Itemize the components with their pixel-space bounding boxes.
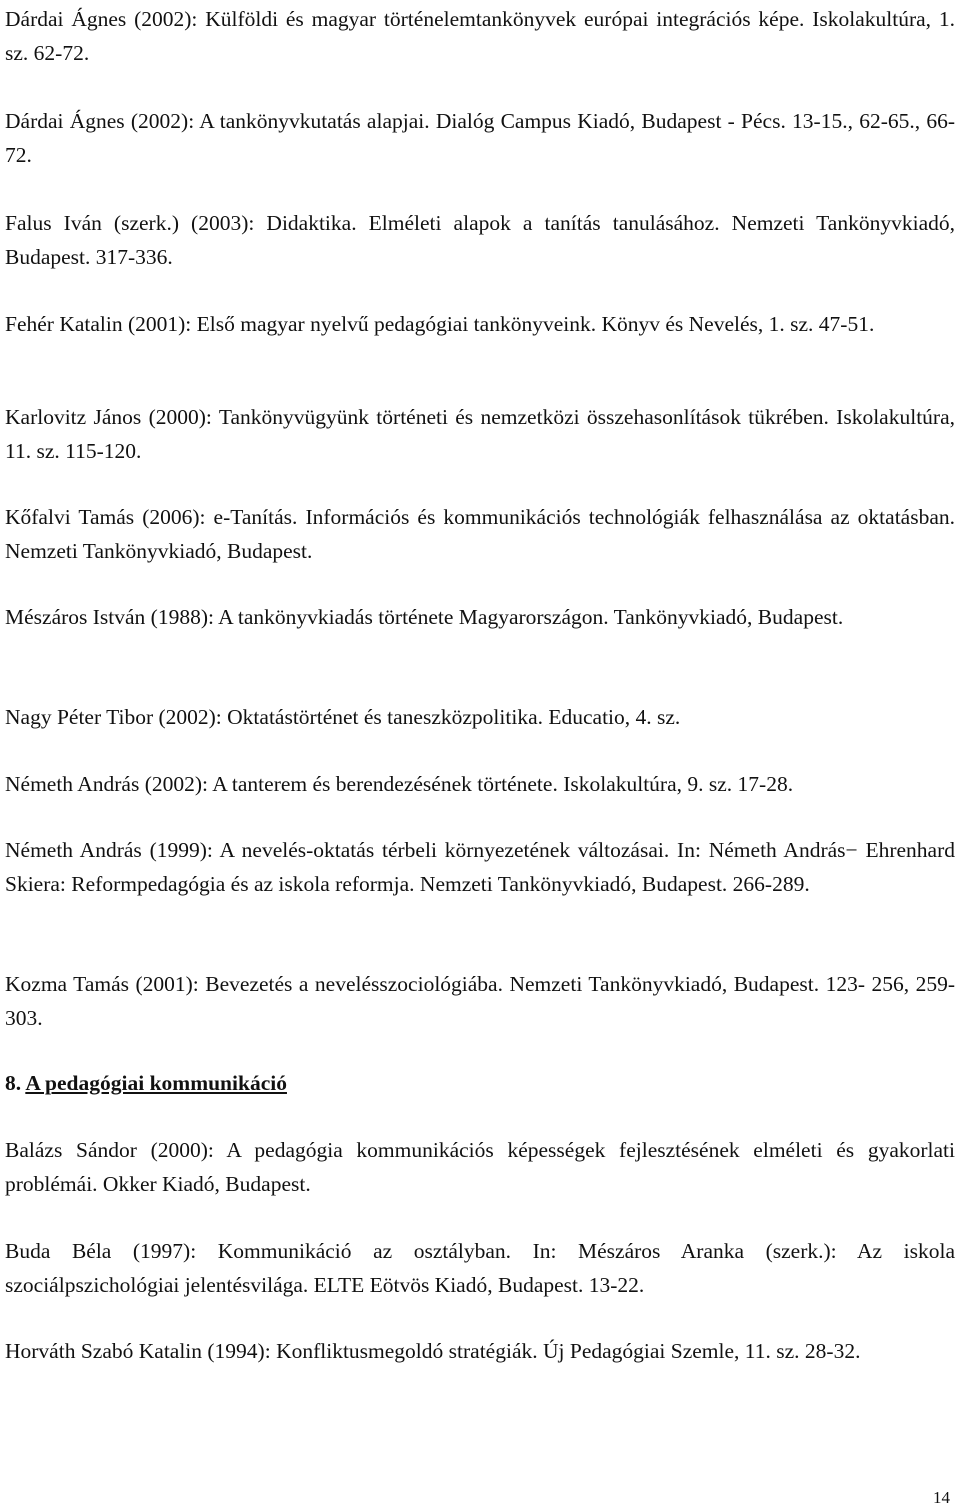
reference-entry: Kőfalvi Tamás (2006): e-Tanítás. Információs és kommunikációs technológiák felhasználása az oktatásban. Nemzeti Tankönyvkiadó, Budapest.: [5, 505, 955, 563]
document-page: [5, 0, 955, 1509]
reference-entry: Németh András (1999): A nevelés-oktatás térbeli környezetének változásai. In: Németh András− Ehrenhard Skiera: Reformpedagógia és az iskola reformja. Nemzeti Tankönyvkiadó, Budapest. 266-289.: [5, 838, 955, 896]
reference-entry: Buda Béla (1997): Kommunikáció az osztályban. In: Mészáros Aranka (szerk.): Az iskola szociálpszichológiai jelentésvilága. ELTE Eötvös Kiadó, Budapest. 13-22.: [5, 1239, 955, 1297]
reference-entry: Balázs Sándor (2000): A pedagógia kommunikációs képességek fejlesztésének elméleti és gyakorlati problémái. Okker Kiadó, Budapest.: [5, 1138, 955, 1196]
reference-entry: Falus Iván (szerk.) (2003): Didaktika. Elméleti alapok a tanítás tanulásához. Nemzeti Tankönyvkiadó, Budapest. 317-336.: [5, 211, 955, 269]
reference-entry: Dárdai Ágnes (2002): A tankönyvkutatás alapjai. Dialóg Campus Kiadó, Budapest - Pécs. 13-15., 62-65., 66-72.: [5, 109, 955, 167]
page-number: 14: [933, 1488, 950, 1507]
section-title: A pedagógiai kommunikáció: [25, 1071, 287, 1095]
reference-entry: Dárdai Ágnes (2002): Külföldi és magyar történelemtankönyvek európai integrációs képe. Iskolakultúra, 1. sz. 62-72.: [5, 7, 955, 65]
reference-entry: Fehér Katalin (2001): Első magyar nyelvű pedagógiai tankönyveink. Könyv és Nevelés, 1. sz. 47-51.: [5, 312, 875, 336]
reference-entry: Mészáros István (1988): A tankönyvkiadás története Magyarországon. Tankönyvkiadó, Budapest.: [5, 605, 844, 629]
reference-entry: Kozma Tamás (2001): Bevezetés a nevelésszociológiába. Nemzeti Tankönyvkiadó, Budapest. 123- 256, 259-303.: [5, 972, 955, 1030]
reference-entry: Horváth Szabó Katalin (1994): Konfliktusmegoldó stratégiák. Új Pedagógiai Szemle, 11. sz. 28-32.: [5, 1339, 861, 1363]
section-number: 8.: [5, 1071, 22, 1095]
reference-entry: Karlovitz János (2000): Tankönyvügyünk történeti és nemzetközi összehasonlítások tükrében. Iskolakultúra, 11. sz. 115-120.: [5, 405, 955, 463]
reference-entry: Németh András (2002): A tanterem és berendezésének története. Iskolakultúra, 9. sz. 17-28.: [5, 772, 794, 796]
reference-entry: Nagy Péter Tibor (2002): Oktatástörténet és taneszközpolitika. Educatio, 4. sz.: [5, 705, 681, 729]
section-heading: [5, 1066, 955, 1100]
